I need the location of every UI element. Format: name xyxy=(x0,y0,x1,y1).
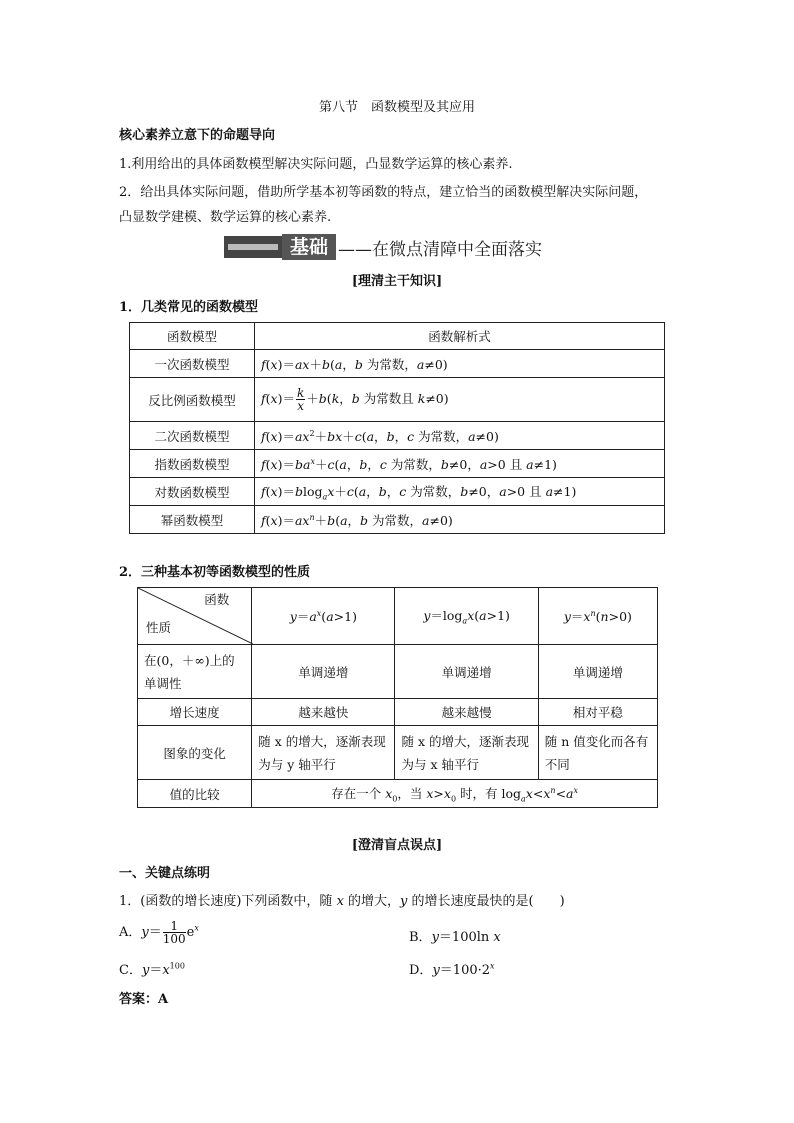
option-b: B．y＝100ln x xyxy=(409,930,501,945)
table1-header-model: 函数模型 xyxy=(130,323,255,350)
table1-row-name: 指数函数模型 xyxy=(130,450,255,478)
table2-cell: 单调递增 xyxy=(538,645,657,699)
table2-row-label: 值的比较 xyxy=(138,780,252,808)
section-tag-misconceptions: [澄清盲点误点] xyxy=(351,838,443,853)
table2-row-label: 图象的变化 xyxy=(138,726,252,780)
table2-cell: 随 x 的增大，逐渐表现为与 y 轴平行 xyxy=(252,726,395,780)
table2-cell: 越来越快 xyxy=(252,699,395,726)
table1-row-name: 反比例函数模型 xyxy=(130,378,255,422)
table1-row-formula: $f(x)=ax^2+bx+c(a$，b，c 为常数，a≠0) xyxy=(255,422,665,450)
table1-row-name: 对数函数模型 xyxy=(130,478,255,506)
table2-row-label: 增长速度 xyxy=(138,699,252,726)
banner-decoration xyxy=(224,236,282,258)
section1-heading: 1．几类常见的函数模型 xyxy=(119,300,259,315)
table1-row-name: 一次函数模型 xyxy=(130,350,255,378)
answer: 答案：A xyxy=(119,992,169,1007)
table1-row-formula: f(x)＝ $\frac{k}{x}$ ＋b(k，b 为常数且 k≠0) xyxy=(255,378,665,422)
table1-row-formula: f(x)＝ax＋b(a，b 为常数，a≠0) xyxy=(255,350,665,378)
table2-header-pow: $y=x^n(n>0)$ xyxy=(538,588,657,645)
table2-row-label: 在(0，＋∞)上的单调性 xyxy=(138,645,252,699)
option-a: A．y＝ $\frac{1}{100}$ $e^x$ xyxy=(119,919,199,946)
table2-cell: 随 x 的增大，逐渐表现为与 x 轴平行 xyxy=(395,726,538,780)
table1-header-formula: 函数解析式 xyxy=(255,323,665,350)
banner-badge: 基础 xyxy=(282,234,336,260)
table1-row-formula: $f(x)=ba^x+c(a$，b，c 为常数，b≠0，a>0 且 a≠1) xyxy=(255,450,665,478)
table2-cell: 单调递增 xyxy=(252,645,395,699)
core-item-3: 凸显数学建模、数学运算的核心素养. xyxy=(119,210,332,225)
banner-subtitle: ——在微点清障中全面落实 xyxy=(338,239,543,260)
core-item-1: 1.利用给出的具体函数模型解决实际问题，凸显数学运算的核心素养. xyxy=(119,157,513,172)
table2-corner-top: 函数 xyxy=(204,592,230,607)
table2-cell: 随 n 值变化而各有不同 xyxy=(538,726,657,780)
core-item-2: 2．给出具体实际问题，借助所学基本初等函数的特点，建立恰当的函数模型解决实际问题， xyxy=(119,185,648,200)
table1-row-formula: f(x)＝blog$_a$x＋c(a，b，c 为常数，b≠0，a>0 且 a≠1) xyxy=(255,478,665,506)
option-d: D．$y=100\cdot 2^x$ xyxy=(409,961,495,978)
table1-row-formula: $f(x)=ax^n+b(a$，b 为常数，a≠0) xyxy=(255,506,665,534)
core-heading: 核心素养立意下的命题导向 xyxy=(119,128,276,143)
section2-heading: 2．三种基本初等函数模型的性质 xyxy=(119,565,311,580)
function-model-table xyxy=(129,322,665,534)
section-banner xyxy=(224,234,542,260)
table1-row-name: 二次函数模型 xyxy=(130,422,255,450)
table2-cell: 相对平稳 xyxy=(538,699,657,726)
table2-cell: 单调递增 xyxy=(395,645,538,699)
table2-corner-bottom: 性质 xyxy=(146,620,172,635)
table2-header-exp: $y=a^x(a>1)$ xyxy=(252,588,395,645)
page-title: 第八节 函数模型及其应用 xyxy=(318,100,475,115)
table2-cell: 越来越慢 xyxy=(395,699,538,726)
table1-row-name: 幂函数模型 xyxy=(130,506,255,534)
table2-corner-cell xyxy=(138,588,252,645)
table2-merged-cell: 存在一个 $x_0$，当 $x>x_0$ 时，有 $\log_ax<x^n<a^x$ xyxy=(252,780,658,808)
option-c: C．$y=x^{100}$ xyxy=(119,961,185,978)
function-property-table xyxy=(137,587,658,808)
table2-header-log: $y=\log_ax(a>1)$ xyxy=(395,588,538,645)
part1-heading: 一、关键点练明 xyxy=(119,866,211,881)
section-tag-knowledge: [理清主干知识] xyxy=(351,274,443,289)
question-1-stem: 1．(函数的增长速度)下列函数中，随 x 的增大，y 的增长速度最快的是( ) xyxy=(119,894,565,909)
